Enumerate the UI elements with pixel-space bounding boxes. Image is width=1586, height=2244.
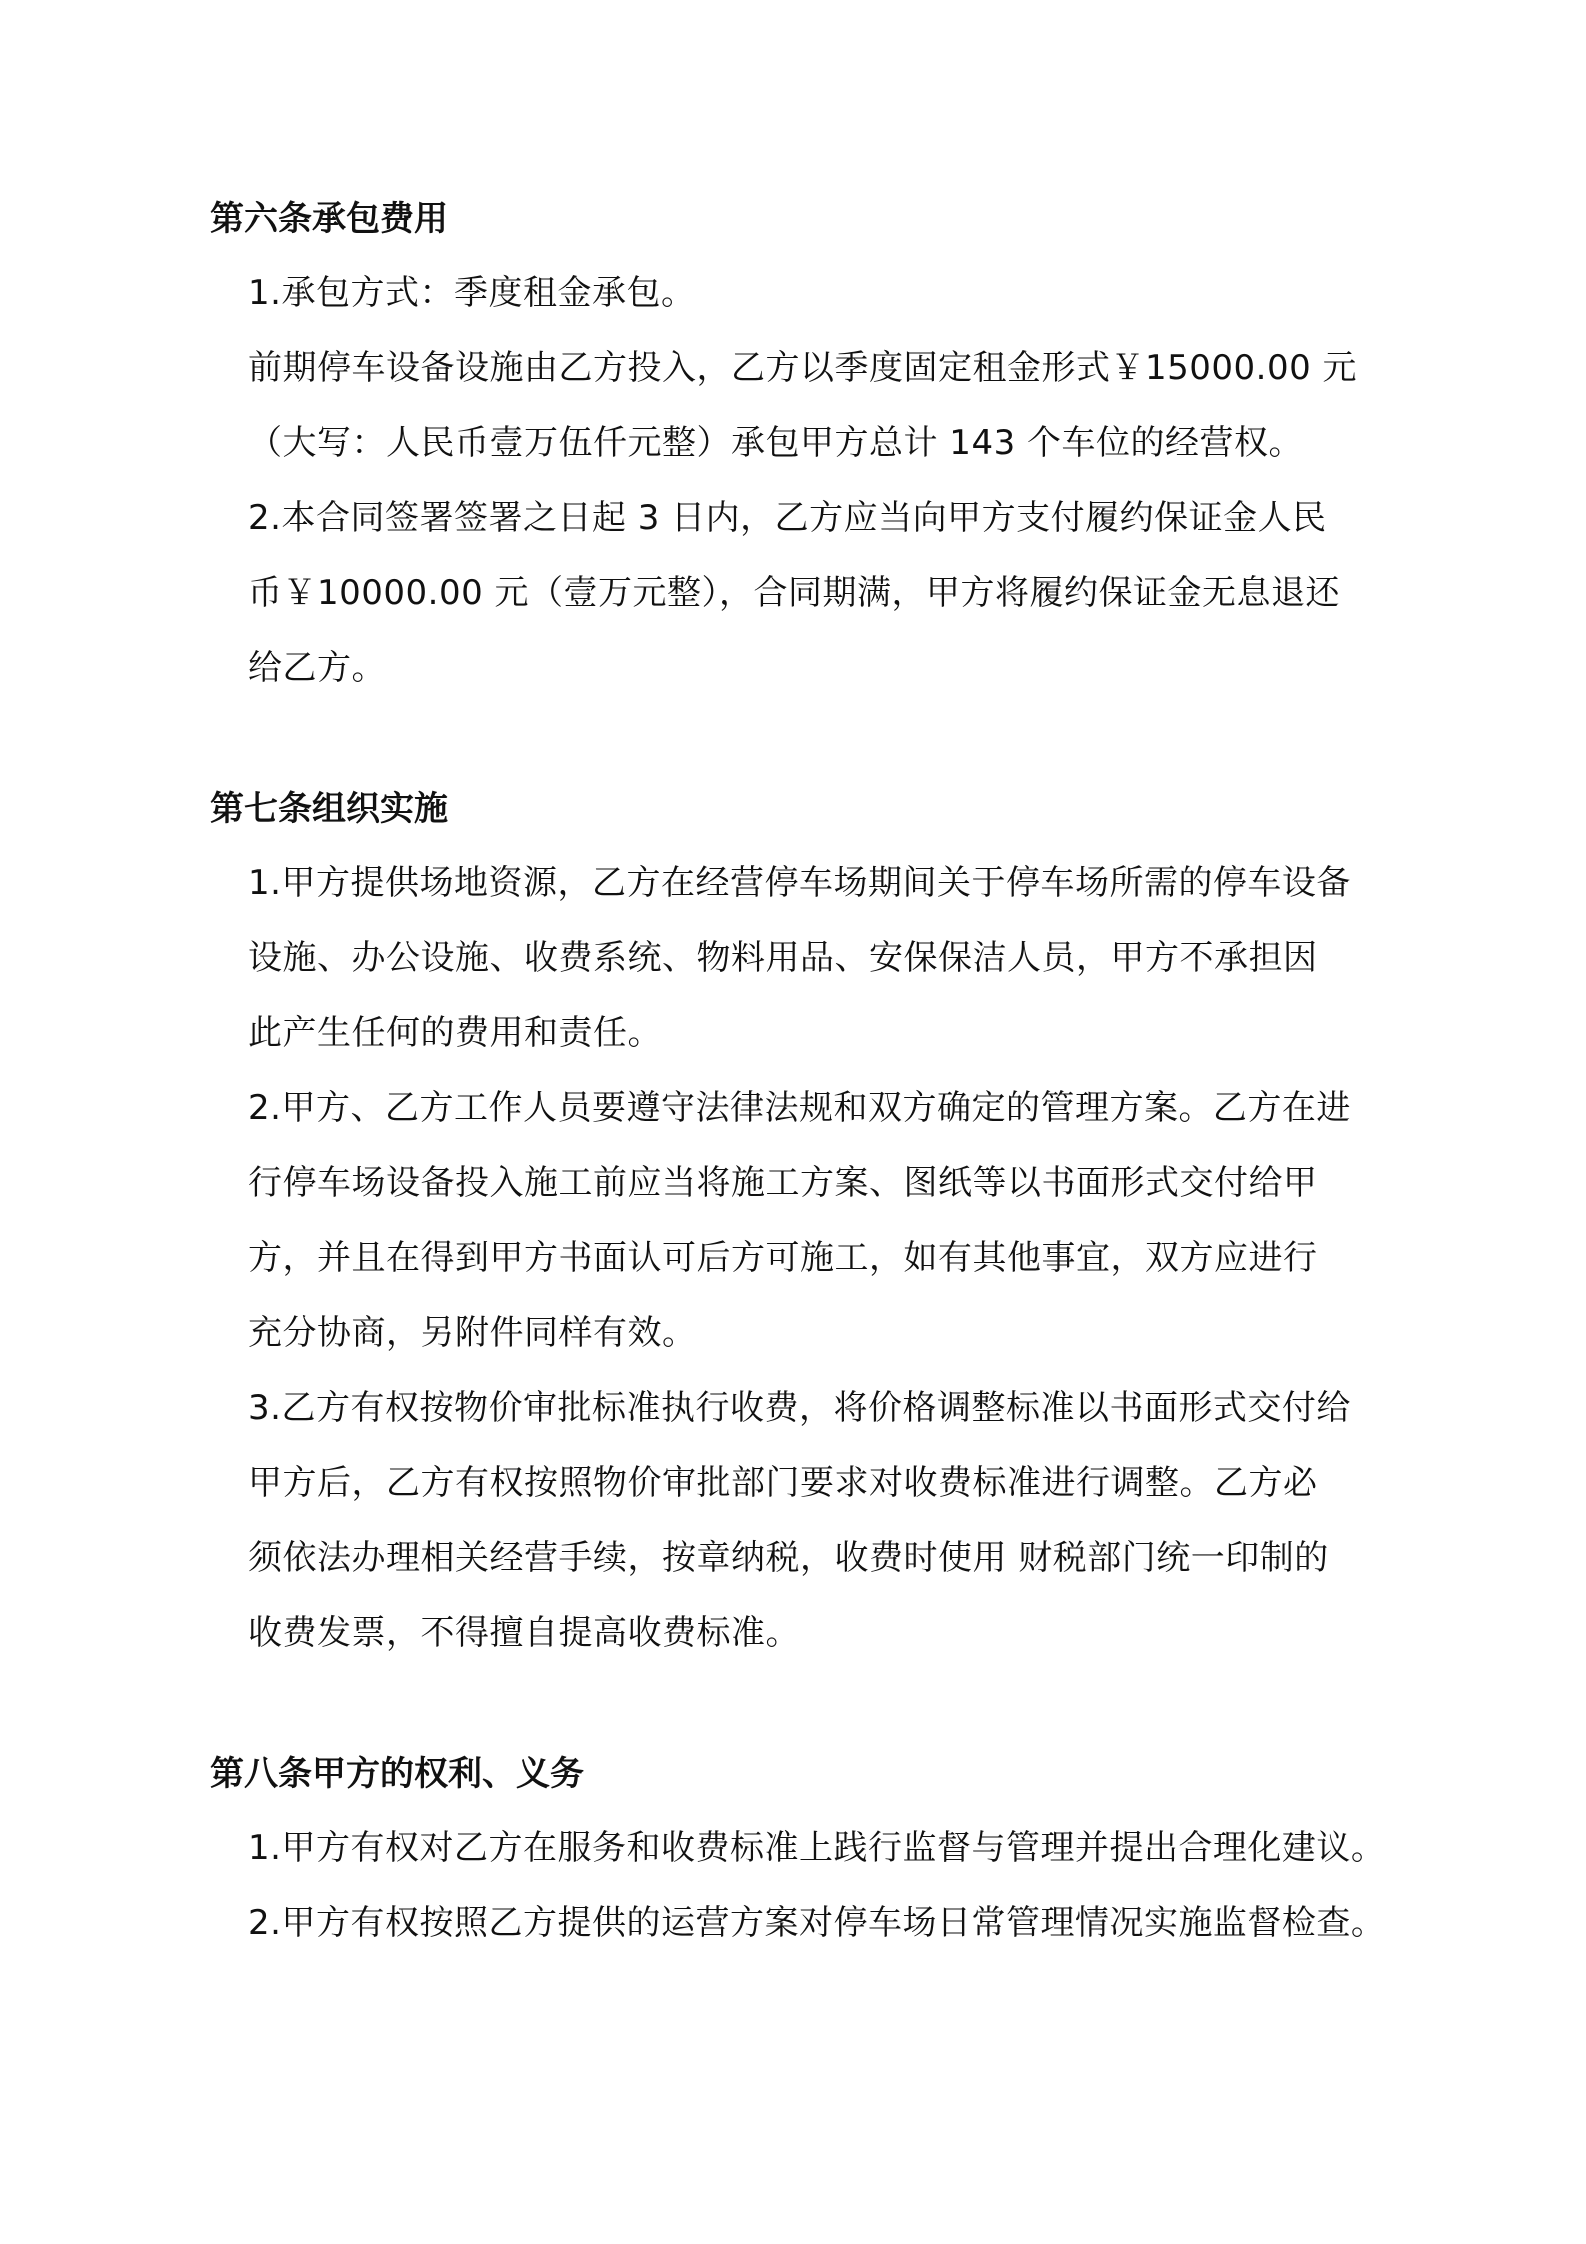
paragraph-line: 方，并且在得到甲方书面认可后方可施工，如有其他事宜，双方应进行 [248,1238,1318,1278]
section-heading: 第六条承包费用 [210,199,448,239]
section-heading: 第七条组织实施 [210,789,448,829]
paragraph-line: 给乙方。 [248,648,386,688]
paragraph-line: 1.甲方有权对乙方在服务和收费标准上践行监督与管理并提出合理化建议。 [248,1828,1386,1868]
paragraph-line: 2.甲方、乙方工作人员要遵守法律法规和双方确定的管理方案。乙方在进 [248,1088,1351,1128]
paragraph-line: 行停车场设备投入施工前应当将施工方案、图纸等以书面形式交付给甲 [248,1163,1318,1203]
paragraph-line: 2.甲方有权按照乙方提供的运营方案对停车场日常管理情况实施监督检查。 [248,1903,1386,1943]
section-heading: 第八条甲方的权利、义务 [210,1754,584,1794]
paragraph-line: 收费发票，不得擅自提高收费标准。 [248,1613,800,1653]
paragraph-line: 1.承包方式：季度租金承包。 [248,273,696,313]
paragraph-line: 3.乙方有权按物价审批标准执行收费，将价格调整标准以书面形式交付给 [248,1388,1351,1428]
paragraph-line: 充分协商，另附件同样有效。 [248,1313,697,1353]
paragraph-line: 设施、办公设施、收费系统、物料用品、安保保洁人员，甲方不承担因 [248,938,1318,978]
paragraph-line: 前期停车设备设施由乙方投入，乙方以季度固定租金形式￥15000.00 元 [248,348,1358,388]
paragraph-line: （大写：人民币壹万伍仟元整）承包甲方总计 143 个车位的经营权。 [248,423,1304,463]
paragraph-line: 2.本合同签署签署之日起 3 日内，乙方应当向甲方支付履约保证金人民 [248,498,1327,538]
paragraph-line: 须依法办理相关经营手续，按章纳税，收费时使用 财税部门统一印制的 [248,1538,1329,1578]
paragraph-line: 1.甲方提供场地资源，乙方在经营停车场期间关于停车场所需的停车设备 [248,863,1351,903]
paragraph-line: 此产生任何的费用和责任。 [248,1013,662,1053]
paragraph-line: 甲方后，乙方有权按照物价审批部门要求对收费标准进行调整。乙方必 [248,1463,1318,1503]
paragraph-line: 币￥10000.00 元（壹万元整），合同期满，甲方将履约保证金无息退还 [248,573,1341,613]
